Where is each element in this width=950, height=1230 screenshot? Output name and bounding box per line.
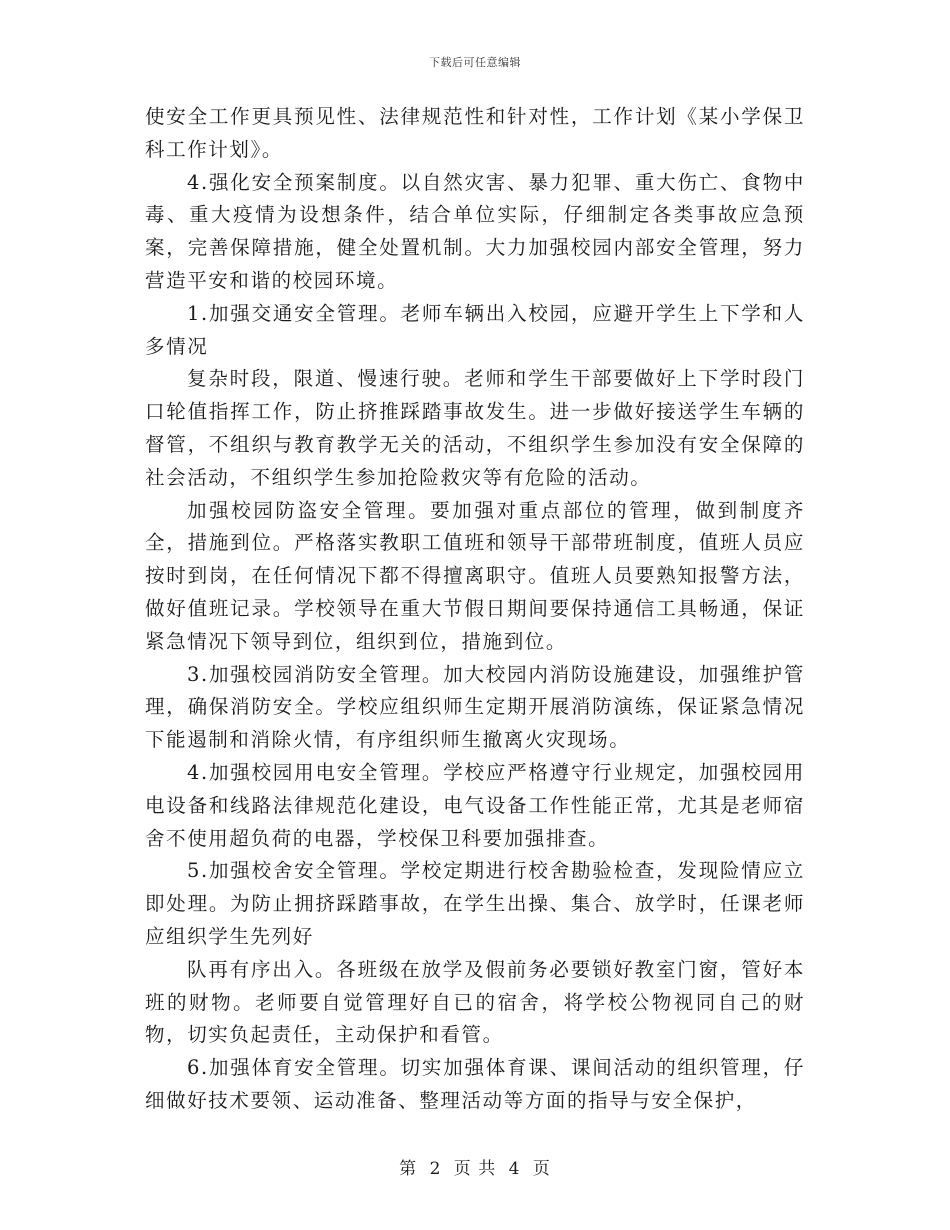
paragraph-5: 加强校园防盗安全管理。要加强对重点部位的管理，做到制度齐全，措施到位。严格落实教职工值班和领导干部带班制度，值班人员应按时到岗，在任何情况下都不得擅离职守。值班人员要熟知报警方法，做好值班记录。学校领导在重大节假日期间要保持通信工具畅通，保证紧急情况下领导到位，组织到位，措施到位。 — [145, 498, 805, 653]
paragraph-8: 5.加强校舍安全管理。学校定期进行校舍勘验检查，发现险情应立即处理。为防止拥挤踩踏事故，在学生出操、集合、放学时，任课老师应组织学生先列好 — [145, 859, 805, 948]
paragraph-10: 6.加强体育安全管理。切实加强体育课、课间活动的组织管理，仔细做好技术要领、运动准备、整理活动等方面的指导与安全保护， — [145, 1056, 805, 1112]
page-number-footer — [0, 1154, 950, 1179]
paragraph-1: 使安全工作更具预见性、法律规范性和针对性，工作计划《某小学保卫科工作计划》。 — [145, 105, 805, 161]
footer-middle: 页 共 — [453, 1159, 497, 1179]
paragraph-4: 复杂时段，限道、慢速行驶。老师和学生干部要做好上下学时段门口轮值指挥工作，防止挤推踩踏事故发生。进一步做好接送学生车辆的督管，不组织与教育教学无关的活动，不组织学生参加没有安全保障的社会活动，不组织学生参加抢险救灾等有危险的活动。 — [145, 367, 805, 489]
page-header-note: 下载后可任意编辑 — [429, 56, 521, 69]
document-body — [145, 101, 805, 1118]
footer-suffix: 页 — [532, 1159, 551, 1179]
paragraph-9: 队再有序出入。各班级在放学及假前务必要锁好教室门窗，管好本班的财物。老师要自觉管理好自已的宿舍，将学校公物视同自己的财物，切实负起责任，主动保护和看管。 — [145, 957, 805, 1047]
paragraph-3: 1.加强交通安全管理。老师车辆出入校园，应避开学生上下学和人多情况 — [145, 301, 805, 358]
footer-total-pages: 4 — [508, 1159, 521, 1179]
footer-current-page: 2 — [429, 1159, 442, 1179]
paragraph-7: 4.加强校园用电安全管理。学校应严格遵守行业规定，加强校园用电设备和线路法律规范化建设，电气设备工作性能正常，尤其是老师宿舍不使用超负荷的电器，学校保卫科要加强排查。 — [145, 760, 805, 850]
paragraph-2: 4.强化安全预案制度。以自然灾害、暴力犯罪、重大伤亡、食物中毒、重大疫情为设想条件，结合单位实际，仔细制定各类事故应急预案，完善保障措施，健全处置机制。大力加强校园内部安全管理，努力营造平安和谐的校园环境。 — [145, 170, 805, 292]
footer-prefix: 第 — [399, 1159, 418, 1179]
paragraph-6: 3.加强校园消防安全管理。加大校园内消防设施建设，加强维护管理，确保消防安全。学校应组织师生定期开展消防演练，保证紧急情况下能遏制和消除火情，有序组织师生撤离火灾现场。 — [145, 662, 805, 752]
